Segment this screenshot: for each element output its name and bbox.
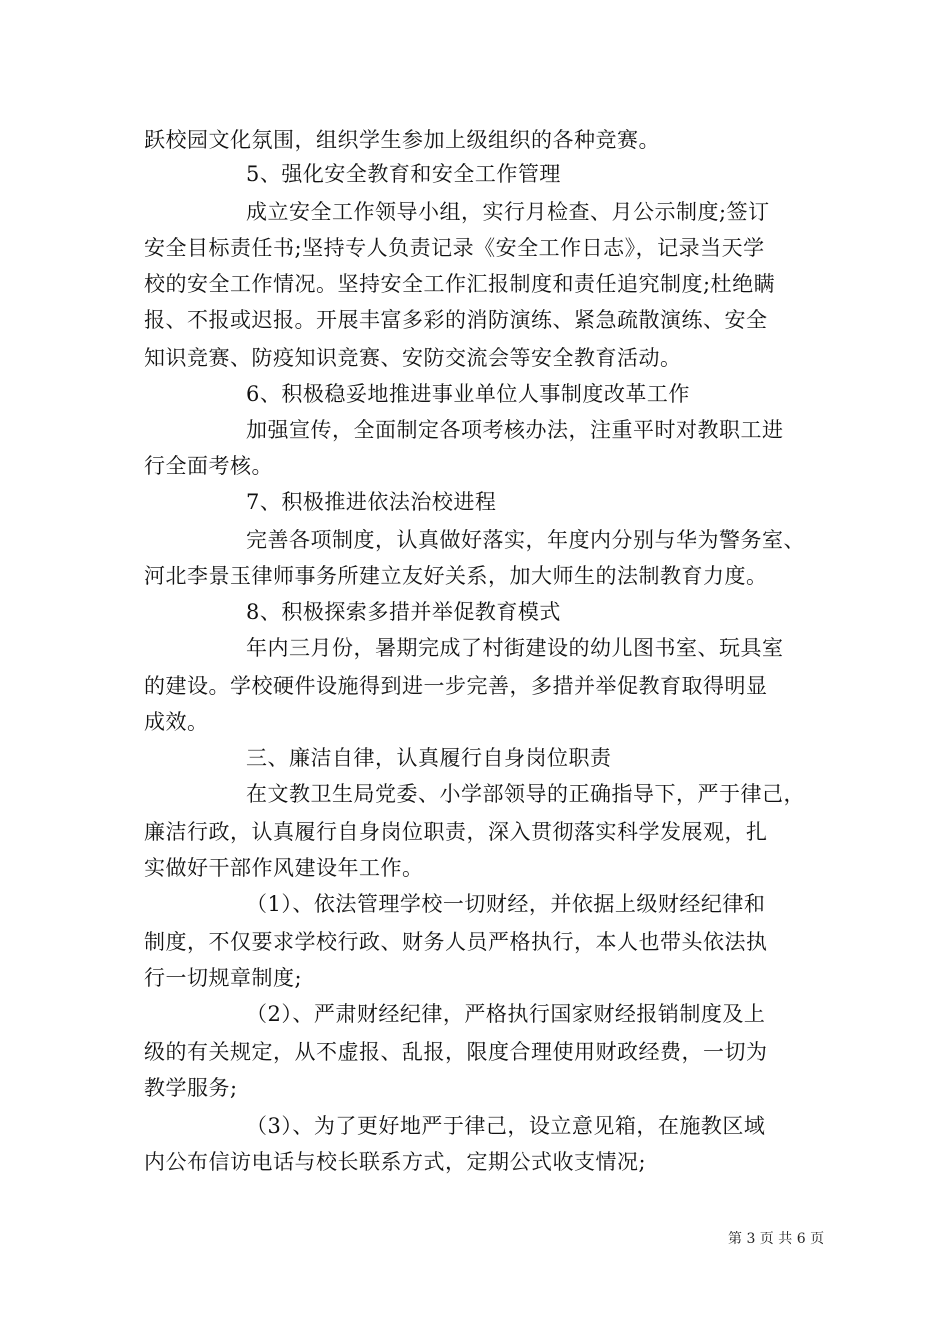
section-heading: 7、积极推进依法治校进程 [246, 490, 497, 514]
text-line: 安全目标责任书;坚持专人负责记录《安全工作日志》，记录当天学 [144, 236, 765, 260]
text-line: 加强宣传，全面制定各项考核办法，注重平时对教职工进 [246, 418, 784, 442]
text-line: 成立安全工作领导小组，实行月检查、月公示制度;签订 [246, 200, 770, 224]
text-line: 行一切规章制度; [144, 966, 303, 990]
section-heading: 8、积极探索多措并举促教育模式 [246, 600, 561, 624]
text-line: 在文教卫生局党委、小学部领导的正确指导下，严于律己， [246, 782, 805, 806]
text-line: 廉洁行政，认真履行自身岗位职责，深入贯彻落实科学发展观，扎 [144, 820, 768, 844]
text-line: 级的有关规定，从不虚报、乱报，限度合理使用财政经费，一切为 [144, 1040, 768, 1064]
section-heading: 三、廉洁自律，认真履行自身岗位职责 [246, 746, 612, 770]
text-line: 行全面考核。 [144, 454, 273, 478]
list-item: （1）、依法管理学校一切财经，并依据上级财经纪律和 [246, 892, 766, 916]
page-number: 第 3 页 共 6 页 [728, 1231, 825, 1247]
text-line: 完善各项制度，认真做好落实，年度内分别与华为警务室、 [246, 528, 805, 552]
text-line: 的建设。学校硬件设施得到进一步完善，多措并举促教育取得明显 [144, 674, 768, 698]
text-line: 内公布信访电话与校长联系方式，定期公式收支情况; [144, 1150, 647, 1174]
text-line: 实做好干部作风建设年工作。 [144, 856, 424, 880]
section-heading: 5、强化安全教育和安全工作管理 [246, 162, 561, 186]
text-line: 知识竞赛、防疫知识竞赛、安防交流会等安全教育活动。 [144, 346, 682, 370]
list-item: （2）、严肃财经纪律，严格执行国家财经报销制度及上 [246, 1002, 766, 1026]
text-line: 河北李景玉律师事务所建立友好关系，加大师生的法制教育力度。 [144, 564, 768, 588]
text-line: 校的安全工作情况。坚持安全工作汇报制度和责任追究制度;杜绝瞒 [144, 272, 776, 296]
text-line: 年内三月份，暑期完成了村街建设的幼儿图书室、玩具室 [246, 636, 784, 660]
text-line: 报、不报或迟报。开展丰富多彩的消防演练、紧急疏散演练、安全 [144, 308, 768, 332]
text-line: 成效。 [144, 710, 209, 734]
text-line: 制度，不仅要求学校行政、财务人员严格执行，本人也带头依法执 [144, 930, 768, 954]
text-line: 跃校园文化氛围，组织学生参加上级组织的各种竞赛。 [144, 128, 660, 152]
list-item: （3）、为了更好地严于律己，设立意见箱，在施教区域 [246, 1114, 766, 1138]
section-heading: 6、积极稳妥地推进事业单位人事制度改革工作 [246, 382, 690, 406]
text-line: 教学服务; [144, 1076, 238, 1100]
